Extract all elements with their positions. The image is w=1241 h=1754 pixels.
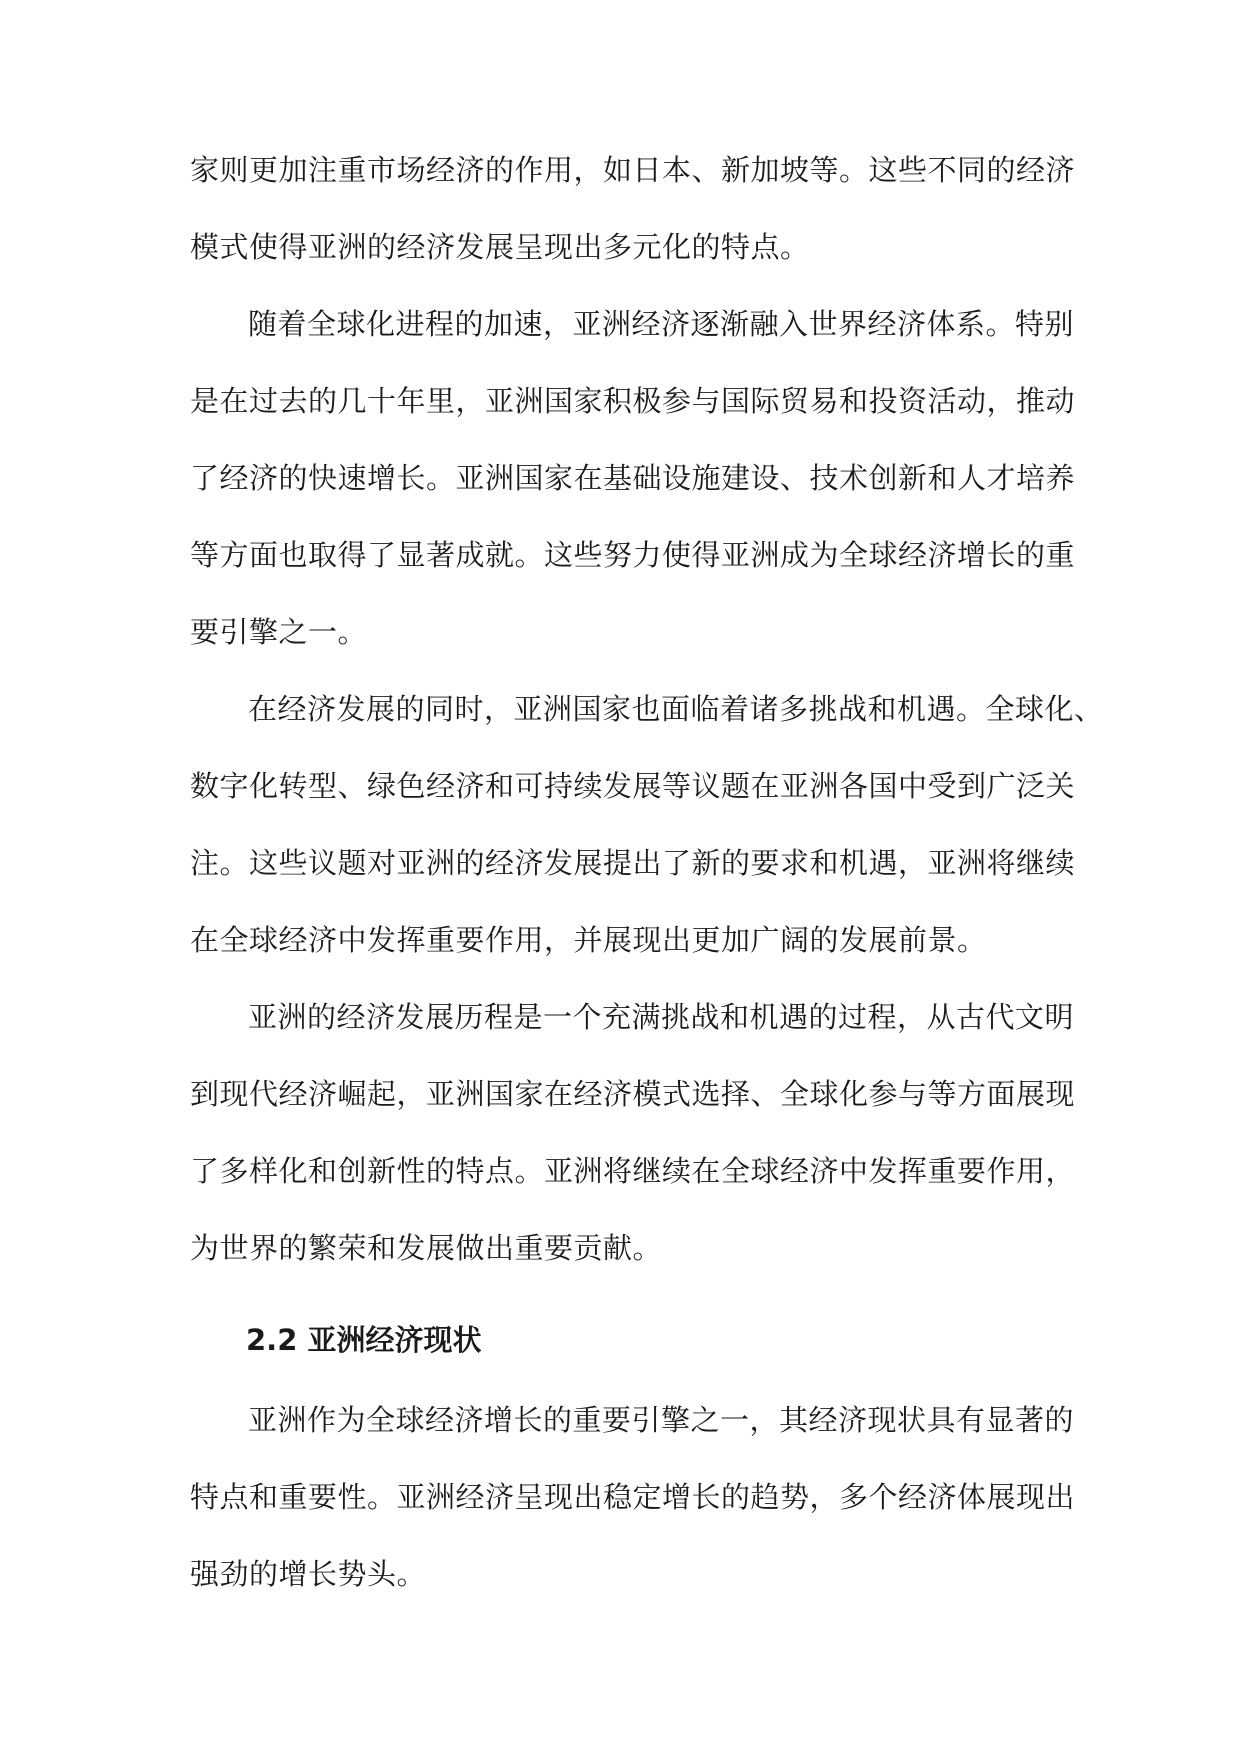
paragraph-4-line-3: 了多样化和创新性的特点。亚洲将继续在全球经济中发挥重要作用， [190,1154,1076,1188]
section-paragraph-line-2: 特点和重要性。亚洲经济呈现出稳定增长的趋势，多个经济体展现出 [190,1480,1076,1514]
section-paragraph-line-1: 亚洲作为全球经济增长的重要引擎之一，其经济现状具有显著的 [248,1403,1075,1437]
paragraph-4-line-2: 到现代经济崛起，亚洲国家在经济模式选择、全球化参与等方面展现 [190,1077,1076,1111]
paragraph-1-line-1: 家则更加注重市场经济的作用，如日本、新加坡等。这些不同的经济 [190,153,1076,187]
paragraph-2-line-5: 要引擎之一。 [190,615,368,649]
paragraph-1-line-2: 模式使得亚洲的经济发展呈现出多元化的特点。 [190,230,810,264]
paragraph-2-line-4: 等方面也取得了显著成就。这些努力使得亚洲成为全球经济增长的重 [190,538,1076,572]
paragraph-3-line-2: 数字化转型、绿色经济和可持续发展等议题在亚洲各国中受到广泛关 [190,769,1076,803]
paragraph-3-line-4: 在全球经济中发挥重要作用，并展现出更加广阔的发展前景。 [190,923,987,957]
paragraph-2-line-3: 了经济的快速增长。亚洲国家在基础设施建设、技术创新和人才培养 [190,461,1076,495]
paragraph-3-line-3: 注。这些议题对亚洲的经济发展提出了新的要求和机遇，亚洲将继续 [190,846,1076,880]
paragraph-4-line-1: 亚洲的经济发展历程是一个充满挑战和机遇的过程，从古代文明 [248,1000,1075,1034]
paragraph-2-line-1: 随着全球化进程的加速，亚洲经济逐渐融入世界经济体系。特别 [248,307,1075,341]
paragraph-4-line-4: 为世界的繁荣和发展做出重要贡献。 [190,1231,663,1265]
section-paragraph-line-3: 强劲的增长势头。 [190,1557,427,1591]
section-heading: 2.2 亚洲经济现状 [246,1323,482,1357]
paragraph-3-line-1: 在经济发展的同时，亚洲国家也面临着诸多挑战和机遇。全球化、 [248,692,1104,726]
paragraph-2-line-2: 是在过去的几十年里，亚洲国家积极参与国际贸易和投资活动，推动 [190,384,1076,418]
